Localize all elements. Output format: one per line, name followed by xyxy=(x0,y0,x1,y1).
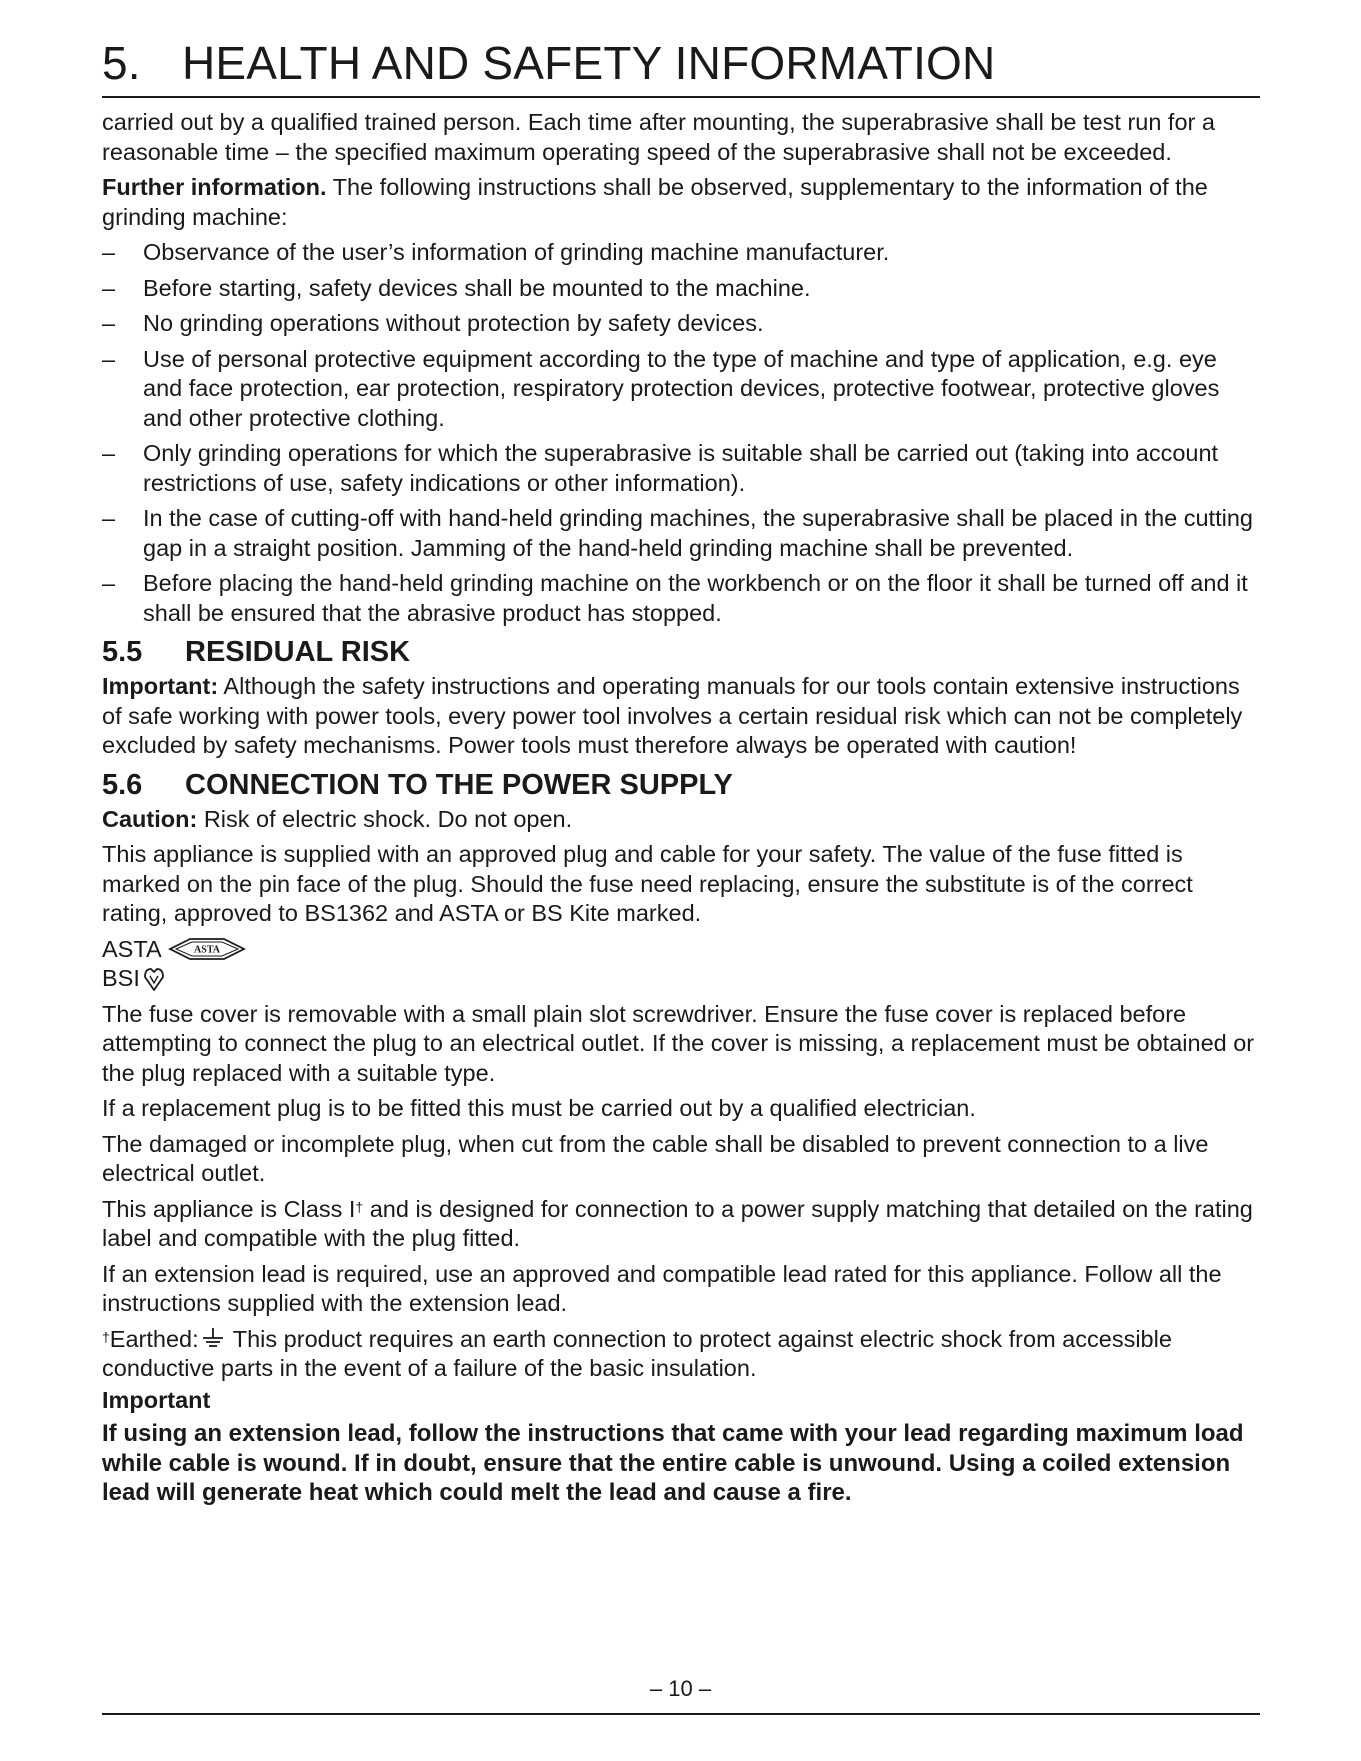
section-number: 5.5 xyxy=(102,636,143,668)
list-item xyxy=(102,238,1260,268)
section-title: CONNECTION TO THE POWER SUPPLY xyxy=(185,768,733,801)
intro-paragraph: carried out by a qualified trained person. Each time after mounting, the superabrasive shall be test run for a reasonable time – the specified maximum operating speed of the superabrasive shall not be exceeded. xyxy=(102,109,1215,165)
list-item-text: Before starting, safety devices shall be mounted to the machine. xyxy=(143,274,811,301)
class-text-a: This appliance is Class I xyxy=(102,1195,356,1222)
top-rule xyxy=(102,96,1260,98)
section-number: 5.6 xyxy=(102,768,143,801)
further-info-paragraph xyxy=(102,173,1260,232)
list-item xyxy=(102,504,1260,563)
caution-label: Caution: xyxy=(102,805,198,832)
further-info-label: Further information. xyxy=(102,174,327,200)
kitemark-icon xyxy=(143,966,165,992)
dash-marker: – xyxy=(102,310,116,336)
list-item-text: Before placing the hand-held grinding machine on the workbench or on the floor it shall be turned off and it shall be ensured that the abrasive product has stopped. xyxy=(143,570,1248,626)
replacement-plug-paragraph: If a replacement plug is to be fitted this must be carried out by a qualified electrician. xyxy=(102,1095,976,1121)
dash-marker: – xyxy=(102,505,116,531)
dash-marker: – xyxy=(102,274,116,301)
section-heading-power-supply xyxy=(102,767,1260,803)
earthed-paragraph xyxy=(102,1325,1260,1384)
list-item-text: Observance of the user’s information of grinding machine manufacturer. xyxy=(143,239,890,265)
dash-marker: – xyxy=(102,239,116,265)
further-info-list xyxy=(102,238,1260,628)
chapter-number: 5. xyxy=(102,37,141,89)
document-page xyxy=(102,30,1260,1508)
caution-paragraph xyxy=(102,805,1260,835)
list-item xyxy=(102,274,1260,304)
chapter-title-text: HEALTH AND SAFETY INFORMATION xyxy=(182,37,996,89)
dash-marker: – xyxy=(102,345,116,372)
asta-line xyxy=(102,935,1260,965)
extension-lead-warning: If using an extension lead, follow the instructions that came with your lead regarding maximum load while cable is wound. If in doubt, ensure that the entire cable is unwound. Using a coiled extension lead will generate heat which could melt the lead and cause a fire. xyxy=(102,1420,1244,1506)
residual-risk-text: Although the safety instructions and operating manuals for our tools contain extensive instructions of safe working with power tools, every power tool involves a certain residual risk which can not be completely excluded by safety mechanisms. Power tools must therefore always be operated with caution! xyxy=(102,673,1243,758)
list-item xyxy=(102,439,1260,498)
list-item xyxy=(102,345,1260,434)
list-item xyxy=(102,569,1260,628)
asta-mark-text: ASTA xyxy=(193,944,220,956)
dagger-mark: † xyxy=(355,1198,364,1215)
section-heading-residual-risk xyxy=(102,634,1260,670)
important-label: Important: xyxy=(102,673,219,699)
class-paragraph xyxy=(102,1195,1260,1254)
further-info-text: The following instructions shall be observed, supplementary to the information of the grinding machine: xyxy=(102,174,1208,230)
dagger-mark: † xyxy=(102,1328,110,1345)
important-heading: Important xyxy=(102,1386,211,1413)
dash-marker: – xyxy=(102,570,116,596)
dash-marker: – xyxy=(102,440,116,466)
damaged-plug-paragraph: The damaged or incomplete plug, when cut from the cable shall be disabled to prevent connection to a live electrical outlet. xyxy=(102,1130,1209,1186)
bsi-label: BSI xyxy=(102,965,140,991)
list-item-text: No grinding operations without protection by safety devices. xyxy=(143,310,764,336)
earthed-label: Earthed: xyxy=(109,1325,199,1352)
residual-risk-paragraph xyxy=(102,672,1260,761)
page-number: – 10 – xyxy=(649,1676,712,1701)
earthed-text: This product requires an earth connection to protect against electric shock from accessible conductive parts in the event of a failure of the basic insulation. xyxy=(102,1325,1172,1381)
bottom-rule xyxy=(102,1713,1260,1715)
asta-label: ASTA xyxy=(102,935,162,962)
list-item-text: In the case of cutting-off with hand-held grinding machines, the superabrasive shall be placed in the cutting gap in a straight position. Jamming of the hand-held grinding machine shall be prevented. xyxy=(143,505,1253,561)
earth-symbol-icon xyxy=(201,1327,225,1349)
section-title: RESIDUAL RISK xyxy=(185,636,411,668)
bsi-line xyxy=(102,964,1260,994)
plug-paragraph: This appliance is supplied with an approved plug and cable for your safety. The value of the fuse fitted is marked on the pin face of the plug. Should the fuse need replacing, ensure the substitute is of the correct rating, approved to BS1362 and ASTA or BS Kite marked. xyxy=(102,841,1193,926)
class-text-b: and is designed for connection to a power supply matching that detailed on the rating label and compatible with the plug fitted. xyxy=(102,1195,1253,1251)
list-item xyxy=(102,309,1260,339)
caution-text: Risk of electric shock. Do not open. xyxy=(197,805,573,832)
list-item-text: Use of personal protective equipment according to the type of machine and type of application, e.g. eye and face protection, ear protection, respiratory protection devices, protective footwear, protective gloves and other protective clothing. xyxy=(143,345,1220,431)
extension-lead-paragraph: If an extension lead is required, use an approved and compatible lead rated for this appliance. Follow all the instructions supplied with the extension lead. xyxy=(102,1260,1222,1316)
asta-mark-icon xyxy=(168,937,246,961)
fuse-cover-paragraph: The fuse cover is removable with a small plain slot screwdriver. Ensure the fuse cover is replaced before attempting to connect the plug to an electrical outlet. If the cover is missing, a replacement must be obtained or the plug replaced with a suitable type. xyxy=(102,1000,1255,1086)
list-item-text: Only grinding operations for which the superabrasive is suitable shall be carried out (taking into account restrictions of use, safety indications or other information). xyxy=(143,440,1219,496)
chapter-title xyxy=(102,30,1260,96)
